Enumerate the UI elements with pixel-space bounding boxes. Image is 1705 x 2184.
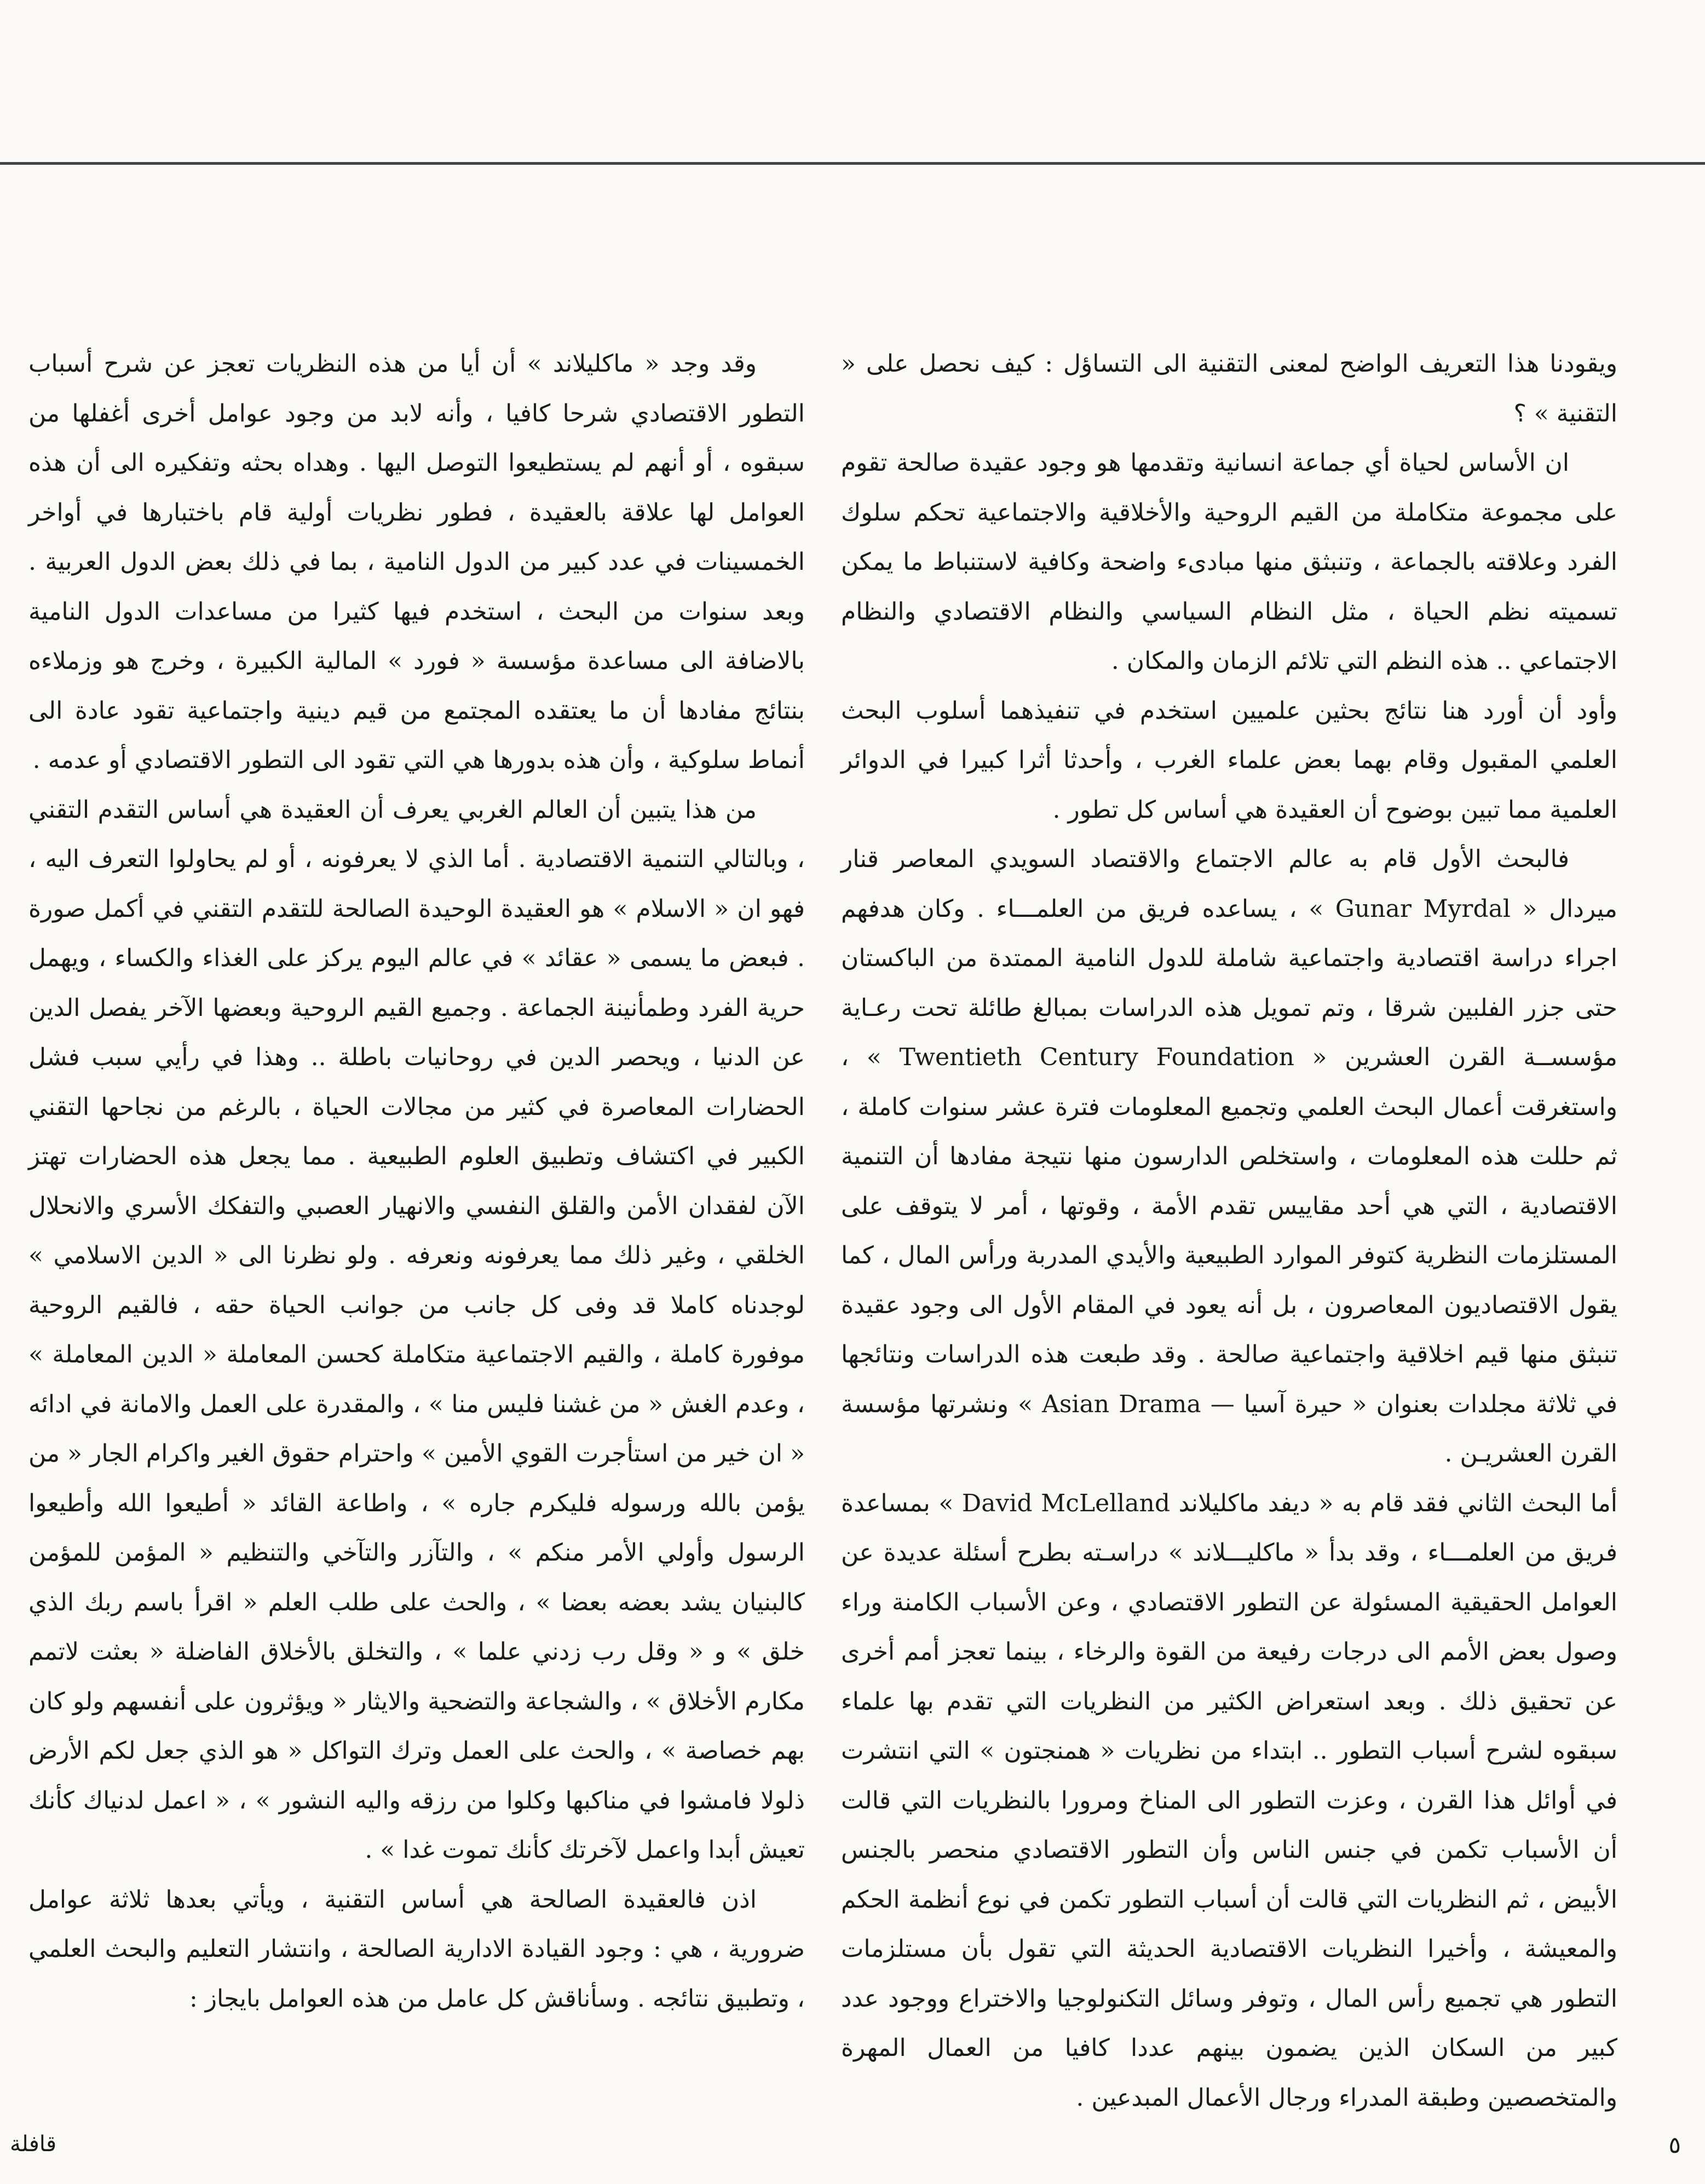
paragraph: من هذا يتبين أن العالم الغربي يعرف أن العقيدة هي أساس التقدم التقني ، وبالتالي التنمية الاقتصادية . أما الذي لا يعرفونه ، أو لم يحاولوا التعرف اليه ، فهو ان « الاسلام » هو العقيدة الوحيدة الصالحة للتقدم التقني في أكمل صورة . فبعض ما يسمى « عقائد » في عالم اليوم يركز على الغذاء والكساء ، ويهمل حرية الفرد وطمأنينة الجماعة . وجميع القيم الروحية وبعضها الآخر يفصل الدين عن الدنيا ، ويحصر الدين في روحانيات باطلة .. وهذا في رأيي سبب فشل الحضارات المعاصرة في كثير من مجالات الحياة ، بالرغم من نجاحها التقني الكبير في اكتشاف وتطبيق العلوم الطبيعية . مما يجعل هذه الحضارات تهتز الآن لفقدان الأمن والقلق النفسي والانهيار العصبي والتفكك الأسري والانحلال الخلقي ، وغير ذلك مما يعرفونه ونعرفه . ولو نظرنا الى « الدين الاسلامي » لوجدناه كاملا قد وفى كل جانب من جوانب الحياة حقه ، فالقيم الروحية موفورة كاملة ، والقيم الاجتماعية متكاملة كحسن المعاملة « الدين المعاملة » ، وعدم الغش « من غشنا فليس منا » ، والمقدرة على العمل والامانة في ادائه « ان خير من استأجرت القوي الأمين » واحترام حقوق الغير واكرام الجار « من يؤمن بالله ورسوله فليكرم جاره » ، واطاعة القائد « أطيعوا الله وأطيعوا الرسول وأولي الأمر منكم » ، والتآزر والتآخي والتنظيم « المؤمن للمؤمن كالبنيان يشد بعضه بعضا » ، والحث على طلب العلم « اقرأ باسم ربك الذي خلق » و « وقل رب زدني علما » ، والتخلق بالأخلاق الفاضلة « بعثت لاتمم مكارم الأخلاق » ، والشجاعة والتضحية والايثار « ويؤثرون على أنفسهم ولو كان بهم خصاصة » ، والحث على العمل وترك التواكل « هو الذي جعل لكم الأرض ذلولا فامشوا في مناكبها وكلوا من رزقه واليه النشور » ، « اعمل لدنياك كأنك تعيش أبدا واعمل لآخرتك كأنك تموت غدا » . (28, 795, 805, 1864)
running-footer: قافلة (10, 2131, 57, 2157)
page-number: ٥ (1668, 2131, 1681, 2158)
article-column-right (841, 339, 1617, 2112)
paragraph: وأود أن أورد هنا نتائج بحثين علميين استخدم في تنفيذهما أسلوب البحث العلمي المقبول وقام بهما بعض علماء الغرب ، وأحدثا أثرا كبيرا في الدوائر العلمية مما تبين بوضوح أن العقيدة هي أساس كل تطور . (841, 696, 1617, 824)
paragraph: ان الأساس لحياة أي جماعة انسانية وتقدمها هو وجود عقيدة صالحة تقوم على مجموعة متكاملة من القيم الروحية والأخلاقية والاجتماعية تحكم سلوك الفرد وعلاقته بالجماعة ، وتنبثق منها مبادىء واضحة وكافية لاستنباط ما يمكن تسميته نظم الحياة ، مثل النظام السياسي والنظام الاقتصادي والنظام الاجتماعي .. هذه النظم التي تلائم الزمان والمكان . (841, 449, 1617, 675)
paragraph: فالبحث الأول قام به عالم الاجتماع والاقتصاد السويدي المعاصر قنار ميردال « Gunar Myrdal » ، يساعده فريق من العلمـــاء . وكان هدفهم اجراء دراسة اقتصادية واجتماعية شاملة للدول النامية الممتدة من الباكستان حتى جزر الفلبين شرقا ، وتم تمويل هذه الدراسات بمبالغ طائلة تحت رعـاية مؤسســة القرن العشرين « Twentieth Century Foundation » ، واستغرقت أعمال البحث العلمي وتجميع المعلومات فترة عشر سنوات كاملة ، ثم حللت هذه المعلومات ، واستخلص الدارسون منها نتيجة مفادها أن التنمية الاقتصادية ، التي هي أحد مقاييس تقدم الأمة ، وقوتها ، أمر لا يتوقف على المستلزمات النظرية كتوفر الموارد الطبيعية والأيدي المدربة ورأس المال ، كما يقول الاقتصاديون المعاصرون ، بل أنه يعود في المقام الأول الى وجود عقيدة تنبثق منها قيم اخلاقية واجتماعية صالحة . وقد طبعت هذه الدراسات ونتائجها في ثلاثة مجلدات بعنوان « حيرة آسيا — Asian Drama » ونشرتها مؤسسة القرن العشريـن . (841, 845, 1617, 1467)
paragraph: اذن فالعقيدة الصالحة هي أساس التقنية ، ويأتي بعدها ثلاثة عوامل ضرورية ، هي : وجود القيادة الادارية الصالحة ، وانتشار التعليم والبحث العلمي ، وتطبيق نتائجه . وسأناقش كل عامل من هذه العوامل بايجاز : (28, 1885, 805, 2013)
paragraph: أما البحث الثاني فقد قام به « ديفد ماكليلاند David McLelland » بمساعدة فريق من العلمـــاء ، وقد بدأ « ماكليـــلاند » دراسـته بطرح أسئلة عديدة عن العوامل الحقيقية المسئولة عن التطور الاقتصادي ، وعن الأسباب الكامنة وراء وصول بعض الأمم الى درجات رفيعة من القوة والرخاء ، بينما تعجز أمم أخرى عن تحقيق ذلك . وبعد استعراض الكثير من النظريات التي تقدم بها علماء سبقوه لشرح أسباب التطور .. ابتداء من نظريات « همنجتون » التي انتشرت في أوائل هذا القرن ، وعزت التطور الى المناخ ومرورا بالنظريات التي قالت أن الأسباب تكمن في جنس الناس وأن التطور الاقتصادي منحصر بالجنس الأبيض ، ثم النظريات التي قالت أن أسباب التطور تكمن في نوع أنظمة الحكم والمعيشة ، وأخيرا النظريات الاقتصادية الحديثة التي تقول بأن مستلزمات التطور هي تجميع رأس المال ، وتوفر وسائل التكنولوجيا والاختراع ووجود عدد كبير من السكان الذين يضمون بينهم عددا كافيا من العمال المهرة والمتخصصين وطبقة المدراء ورجال الأعمال المبدعين . (841, 1489, 1617, 2112)
paragraph: ويقودنا هذا التعريف الواضح لمعنى التقنية الى التساؤل : كيف نحصل على « التقنية » ؟ (841, 350, 1617, 427)
article-column-left (28, 339, 805, 2058)
paragraph: وقد وجد « ماكليلاند » أن أيا من هذه النظريات تعجز عن شرح أسباب التطور الاقتصادي شرحا كافيا ، وأنه لابد من وجود عوامل أخرى أغفلها من سبقوه ، أو أنهم لم يستطيعوا التوصل اليها . وهداه بحثه وتفكيره الى أن هذه العوامل لها علاقة بالعقيدة ، فطور نظريات أولية قام باختبارها في أواخر الخمسينات في عدد كبير من الدول النامية ، بما في ذلك بعض الدول العربية . وبعد سنوات من البحث ، استخدم فيها كثيرا من مساعدات الدول النامية بالاضافة الى مساعدة مؤسسة « فورد » المالية الكبيرة ، وخرج هو وزملاءه بنتائج مفادها أن ما يعتقده المجتمع من قيم دينية واجتماعية تقود عادة الى أنماط سلوكية ، وأن هذه بدورها هي التي تقود الى التطور الاقتصادي أو عدمه . (28, 350, 805, 774)
top-rule (0, 162, 1705, 165)
